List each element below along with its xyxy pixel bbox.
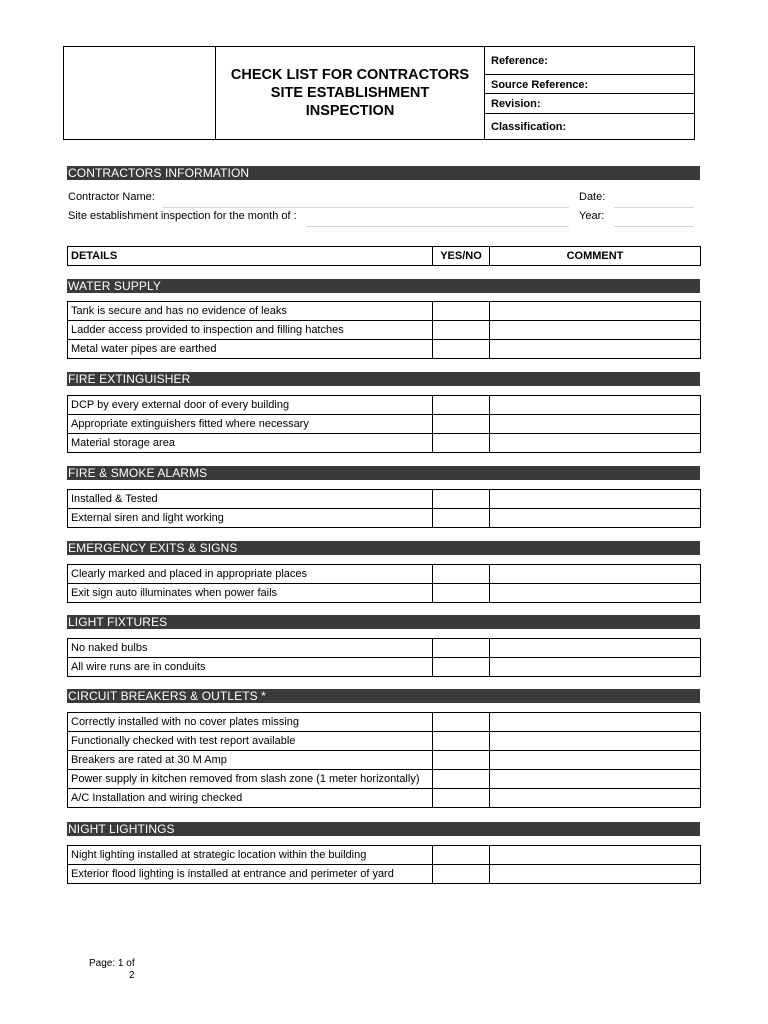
checklist-item: Night lighting installed at strategic location within the building xyxy=(68,846,433,865)
checklist-item: External siren and light working xyxy=(68,509,433,528)
checklist-item: Appropriate extinguishers fitted where necessary xyxy=(68,415,433,434)
table-row xyxy=(68,732,701,751)
contractor-name-label: Contractor Name: xyxy=(68,191,155,203)
page-number xyxy=(89,958,135,982)
comment-cell[interactable] xyxy=(490,415,701,434)
section-table-emergency-exits xyxy=(67,564,701,603)
checklist-item: Exit sign auto illuminates when power fails xyxy=(68,584,433,603)
table-row xyxy=(68,770,701,789)
comment-cell[interactable] xyxy=(490,865,701,884)
comment-cell[interactable] xyxy=(490,846,701,865)
year-label: Year: xyxy=(579,210,605,222)
yes-no-cell[interactable] xyxy=(433,415,490,434)
column-header-row xyxy=(67,246,701,266)
table-row xyxy=(68,415,701,434)
yes-no-cell[interactable] xyxy=(433,713,490,732)
contractors-information-heading: CONTRACTORS INFORMATION xyxy=(67,166,700,180)
table-row xyxy=(68,565,701,584)
classification-field: Classification: xyxy=(491,120,567,133)
table-row xyxy=(68,340,701,359)
comment-cell[interactable] xyxy=(490,340,701,359)
document-header xyxy=(63,46,695,140)
table-row xyxy=(68,713,701,732)
document-title xyxy=(216,47,485,140)
comment-cell[interactable] xyxy=(490,302,701,321)
year-field[interactable] xyxy=(614,226,694,227)
title-line: CHECK LIST FOR CONTRACTORS xyxy=(230,67,470,83)
details-column-header: DETAILS xyxy=(68,247,433,266)
section-heading-light-fixtures: LIGHT FIXTURES xyxy=(67,615,700,629)
reference-field: Reference: xyxy=(485,47,694,75)
comment-cell[interactable] xyxy=(490,434,701,453)
yes-no-cell[interactable] xyxy=(433,658,490,677)
page-number-total: 2 xyxy=(129,970,135,981)
section-table-light-fixtures xyxy=(67,638,701,677)
yes-no-cell[interactable] xyxy=(433,302,490,321)
title-line: SITE ESTABLISHMENT xyxy=(270,85,430,101)
table-row xyxy=(68,639,701,658)
yes-no-cell[interactable] xyxy=(433,565,490,584)
table-row xyxy=(68,789,701,808)
date-label: Date: xyxy=(579,191,606,203)
yes-no-cell[interactable] xyxy=(433,846,490,865)
checklist-item: Correctly installed with no cover plates missing xyxy=(68,713,433,732)
section-heading-emergency-exits: EMERGENCY EXITS & SIGNS xyxy=(67,541,700,555)
yes-no-cell[interactable] xyxy=(433,321,490,340)
table-row xyxy=(68,865,701,884)
yes-no-cell[interactable] xyxy=(433,770,490,789)
table-row xyxy=(68,396,701,415)
yes-no-cell[interactable] xyxy=(433,865,490,884)
contractor-name-field[interactable] xyxy=(163,207,569,208)
yes-no-cell[interactable] xyxy=(433,789,490,808)
yes-no-cell[interactable] xyxy=(433,340,490,359)
section-heading-water-supply: WATER SUPPLY xyxy=(67,279,700,293)
inspection-month-field[interactable] xyxy=(306,226,569,227)
yes-no-cell[interactable] xyxy=(433,732,490,751)
checklist-item: Material storage area xyxy=(68,434,433,453)
table-row xyxy=(68,321,701,340)
table-row xyxy=(68,509,701,528)
checklist-item: A/C Installation and wiring checked xyxy=(68,789,433,808)
yes-no-cell[interactable] xyxy=(433,751,490,770)
section-table-fire-extinguisher xyxy=(67,395,701,453)
table-row xyxy=(68,302,701,321)
document-meta xyxy=(485,47,695,140)
checklist-item: Functionally checked with test report available xyxy=(68,732,433,751)
comment-cell[interactable] xyxy=(490,789,701,808)
section-table-night-lightings xyxy=(67,845,701,884)
checklist-item: Installed & Tested xyxy=(68,490,433,509)
logo-area xyxy=(64,47,216,140)
checklist-item: Breakers are rated at 30 M Amp xyxy=(68,751,433,770)
yes-no-cell[interactable] xyxy=(433,396,490,415)
section-heading-night-lightings: NIGHT LIGHTINGS xyxy=(67,822,700,836)
comment-cell[interactable] xyxy=(490,770,701,789)
checklist-item: Power supply in kitchen removed from slash zone (1 meter horizontally) xyxy=(68,770,433,789)
yes-no-cell[interactable] xyxy=(433,509,490,528)
comment-cell[interactable] xyxy=(490,751,701,770)
checklist-item: Metal water pipes are earthed xyxy=(68,340,433,359)
comment-cell[interactable] xyxy=(490,658,701,677)
comment-cell[interactable] xyxy=(490,321,701,340)
yes-no-column-header: YES/NO xyxy=(433,247,490,266)
table-row xyxy=(68,434,701,453)
comment-cell[interactable] xyxy=(490,490,701,509)
date-field[interactable] xyxy=(614,207,694,208)
checklist-item: Clearly marked and placed in appropriate places xyxy=(68,565,433,584)
inspection-month-label: Site establishment inspection for the month of : xyxy=(68,210,297,222)
table-row xyxy=(68,846,701,865)
yes-no-cell[interactable] xyxy=(433,434,490,453)
comment-cell[interactable] xyxy=(490,732,701,751)
section-table-fire-smoke-alarms xyxy=(67,489,701,528)
comment-cell[interactable] xyxy=(490,584,701,603)
table-row xyxy=(68,490,701,509)
checklist-item: All wire runs are in conduits xyxy=(68,658,433,677)
section-heading-circuit-breakers: CIRCUIT BREAKERS & OUTLETS * xyxy=(67,689,700,703)
comment-column-header: COMMENT xyxy=(490,247,701,266)
page-number-line: Page: 1 of xyxy=(89,958,135,969)
comment-cell[interactable] xyxy=(490,713,701,732)
table-row xyxy=(68,658,701,677)
section-heading-fire-smoke-alarms: FIRE & SMOKE ALARMS xyxy=(67,466,700,480)
checklist-item: Tank is secure and has no evidence of leaks xyxy=(68,302,433,321)
section-table-circuit-breakers xyxy=(67,712,701,808)
table-row xyxy=(68,751,701,770)
section-heading-fire-extinguisher: FIRE EXTINGUISHER xyxy=(67,372,700,386)
revision-field: Revision: xyxy=(485,94,694,114)
yes-no-cell[interactable] xyxy=(433,639,490,658)
comment-cell[interactable] xyxy=(490,396,701,415)
comment-cell[interactable] xyxy=(490,509,701,528)
table-row xyxy=(68,584,701,603)
checklist-item: Exterior flood lighting is installed at entrance and perimeter of yard xyxy=(68,865,433,884)
checklist-item: Ladder access provided to inspection and filling hatches xyxy=(68,321,433,340)
source-reference-field: Source Reference: xyxy=(485,75,694,94)
yes-no-cell[interactable] xyxy=(433,490,490,509)
comment-cell[interactable] xyxy=(490,565,701,584)
comment-cell[interactable] xyxy=(490,639,701,658)
checklist-item: No naked bulbs xyxy=(68,639,433,658)
title-line: INSPECTION xyxy=(305,103,395,119)
section-table-water-supply xyxy=(67,301,701,359)
checklist-item: DCP by every external door of every building xyxy=(68,396,433,415)
yes-no-cell[interactable] xyxy=(433,584,490,603)
